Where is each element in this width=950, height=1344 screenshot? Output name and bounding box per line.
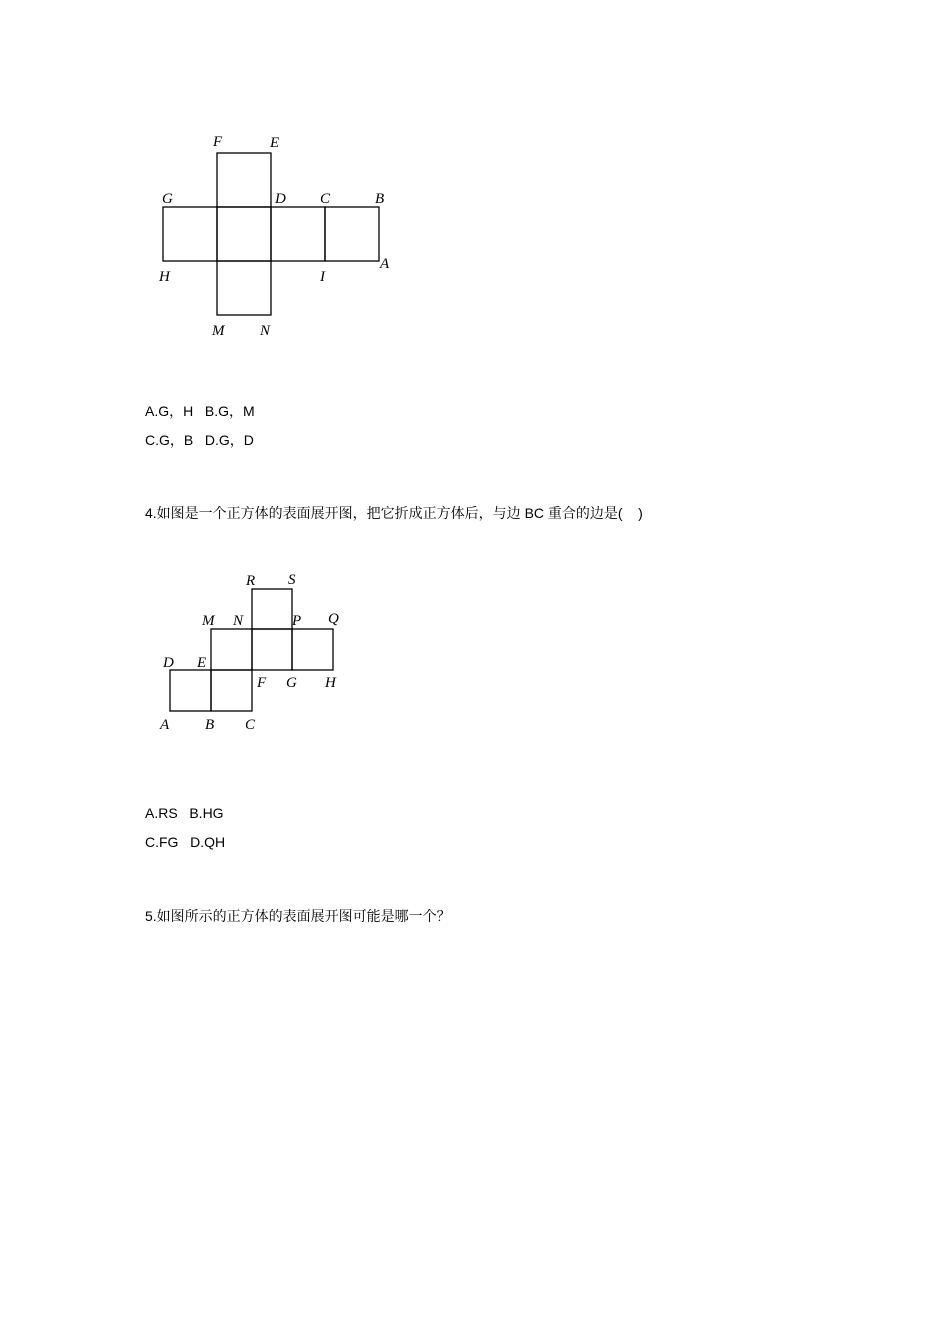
net2-label-N: N — [233, 613, 244, 629]
net2-label-H: H — [325, 675, 336, 691]
net1-label-B: B — [375, 191, 385, 207]
net2-face-EF — [211, 670, 252, 711]
net2-label-R: R — [246, 573, 256, 589]
net2-face-NP — [252, 629, 292, 670]
q5-question-text: 5.如图所示的正方体的表面展开图可能是哪一个？ — [145, 908, 451, 924]
net1-label-M: M — [212, 323, 225, 339]
q4-question-text: 4.如图是一个正方体的表面展开图，把它折成正方体后，与边 BC 重合的边是( ) — [145, 505, 643, 521]
net2-label-P: P — [292, 613, 302, 629]
net2-label-D: D — [163, 655, 174, 671]
net2-label-B: B — [205, 717, 215, 733]
net1-label-A: A — [380, 256, 390, 272]
net1-label-G: G — [162, 191, 173, 207]
net2-face-RS — [252, 589, 292, 629]
net1-label-E: E — [270, 135, 280, 151]
net2-label-G: G — [286, 675, 297, 691]
net2-face-PQ — [292, 629, 333, 670]
net1-label-N: N — [260, 323, 271, 339]
q3-options-line-2: C.G，B D.G，D — [145, 432, 254, 448]
net1-label-H: H — [159, 269, 170, 285]
net1-label-I: I — [320, 269, 325, 285]
net2-face-MN — [211, 629, 252, 670]
net2-label-A: A — [160, 717, 170, 733]
net1-label-D: D — [275, 191, 286, 207]
q4-options-line-1: A.RS B.HG — [145, 805, 224, 821]
net2-label-S: S — [288, 572, 296, 588]
net2-label-E: E — [197, 655, 207, 671]
net2-label-C: C — [245, 717, 256, 733]
net2-label-F: F — [257, 675, 267, 691]
net1-label-F: F — [213, 134, 223, 150]
net2-label-Q: Q — [328, 611, 339, 627]
q4-options-line-2: C.FG D.QH — [145, 834, 226, 850]
q3-options-line-1: A.G，H B.G，M — [145, 403, 255, 419]
net1-label-C: C — [320, 191, 331, 207]
net2-label-M: M — [202, 613, 215, 629]
net2-face-DE — [170, 670, 211, 711]
